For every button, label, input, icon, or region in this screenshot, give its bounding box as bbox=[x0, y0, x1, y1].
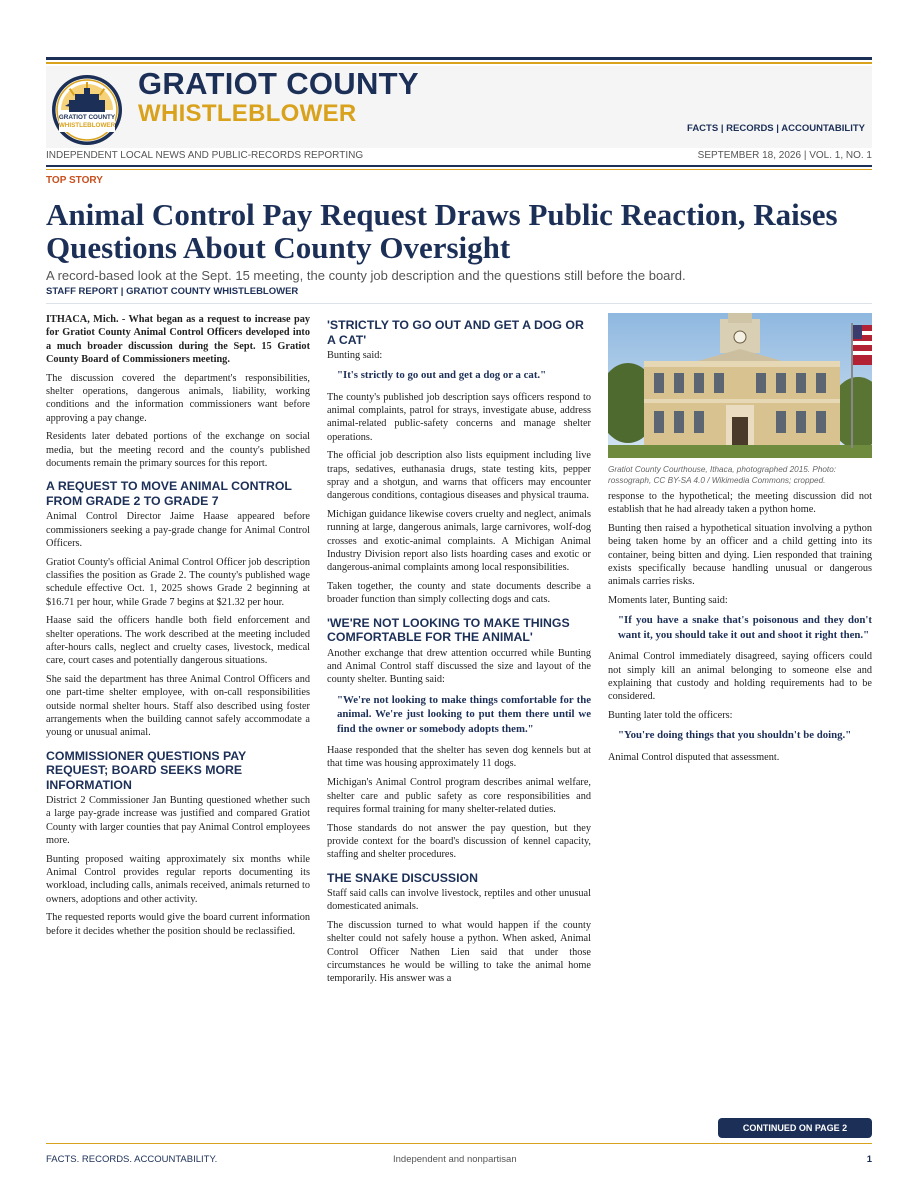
body-paragraph: The county's published job description says officers respond to animal complaints, patrol for strays, investigate abuse, address animal-related public-safety concerns and manage shelter operations. bbox=[327, 391, 591, 443]
body-paragraph: Another exchange that drew attention occurred while Bunting and Animal Control staff discussed the size and layout of the county shelter. Bunting said: bbox=[327, 647, 591, 686]
body-paragraph: Bunting said: bbox=[327, 350, 383, 361]
subline-rule bbox=[46, 165, 872, 167]
footer-slogan: FACTS. RECORDS. ACCOUNTABILITY. bbox=[46, 1154, 218, 1165]
newspaper-logo bbox=[51, 74, 123, 146]
body-paragraph: Gratiot County's official Animal Control Officer job description classifies the position as Grade 2. The county's published wage schedule effective Oct. 1, 2025 shows Grade 2 beginning at $16.71 per hour, while Grade 7 begins at $21.32 per hour. bbox=[46, 556, 310, 608]
nav-separator: | bbox=[776, 123, 779, 134]
pull-quote: "We're not looking to make things comfortable for the animal. We're just looking to put them there until we find the owner or somebody adopts them." bbox=[337, 693, 591, 735]
subline-gold-rule bbox=[46, 169, 872, 170]
masthead-subline bbox=[46, 150, 872, 161]
body-paragraph: Staff said calls can involve livestock, reptiles and other unusual domesticated animals. bbox=[327, 888, 591, 913]
section-heading: A REQUEST TO MOVE ANIMAL CONTROL FROM GRADE 2 TO GRADE 7 bbox=[46, 479, 292, 508]
body-paragraph: Those standards do not answer the pay question, but they provide context for the board's discussion of kennel capacity, staffing and shelter procedures. bbox=[327, 822, 591, 861]
dateline: SEPTEMBER 18, 2026 | VOL. 1, NO. 1 bbox=[697, 150, 872, 161]
footer-rule bbox=[46, 1143, 872, 1144]
masthead bbox=[46, 66, 872, 148]
pull-quote: "It's strictly to go out and get a dog or a cat." bbox=[337, 369, 547, 382]
logo-text-line2: WHISTLEBLOWER bbox=[58, 122, 116, 129]
body-paragraph: Taken together, the county and state documents describe a broader function than simply collecting dogs and cats. bbox=[327, 581, 591, 606]
photo-caption: Gratiot County Courthouse, Ithaca, photographed 2015. Photo: rossograph, CC BY-SA 4.0 / Wikimedia Commons; cropped. bbox=[608, 465, 837, 485]
courthouse-photo bbox=[608, 313, 872, 458]
masthead-gold-rule bbox=[46, 62, 872, 64]
body-paragraph: The requested reports would give the board current information before it decides whether the position should be reclassified. bbox=[46, 912, 310, 937]
nav-facts[interactable]: FACTS bbox=[687, 123, 719, 134]
body-paragraph: Bunting then raised a hypothetical situation involving a python being taken home by an officer and a child getting into its container, being bitten and dying. Lien responded that training exists specifically because handling unusual or dangerous animals carries risks. bbox=[608, 523, 872, 588]
lead-paragraph: ITHACA, Mich. - What began as a request to increase pay for Gratiot County Animal Control Officers developed into a much broader discussion during the Sept. 15 Gratiot County Board of Commissioners meeting. bbox=[46, 314, 310, 365]
body-paragraph: The discussion covered the department's responsibilities, shelter operations, dangerous animals, liability, working conditions and the information commissioners want before approving a pay change. bbox=[46, 372, 310, 424]
body-paragraph: The official job description also lists equipment including live traps, sedatives, euthanasia drugs, state testing kits, pepper spray and a shotgun, and warns that officers may encounter dangerous conditions, contagious diseases and physical trauma. bbox=[327, 450, 591, 502]
section-heading: 'WE'RE NOT LOOKING TO MAKE THINGS COMFORTABLE FOR THE ANIMAL' bbox=[327, 615, 570, 645]
pull-quote: "You're doing things that you shouldn't be doing." bbox=[618, 729, 852, 742]
pull-quote: "If you have a snake that's poisonous and they don't want it, you should take it out and shoot it right then." bbox=[618, 614, 872, 641]
body-paragraph: Bunting later told the officers: bbox=[608, 710, 733, 722]
article-headline: Animal Control Pay Request Draws Public Reaction, Raises Questions About County Oversight bbox=[46, 197, 838, 265]
nav-accountability[interactable]: ACCOUNTABILITY bbox=[781, 123, 865, 134]
nav-separator: | bbox=[720, 123, 724, 134]
body-paragraph: Animal Control disputed that assessment. bbox=[608, 751, 780, 763]
body-paragraph: Haase responded that the shelter has seven dog kennels but at that time was housing approximately 11 dogs. bbox=[327, 745, 591, 770]
body-paragraph: Michigan guidance likewise covers cruelty and neglect, animals running at large, dangerous animals, large carnivores, wolf-dog crosses and exotic-animal complaints. A Michigan Animal Industry Division report also lists hoarding cases and exotic or dangerous-animal complaints among local responsibilities. bbox=[327, 509, 591, 574]
byline-divider bbox=[46, 303, 872, 304]
story-kicker: TOP STORY bbox=[46, 175, 103, 186]
continued-on-page-button[interactable]: CONTINUED ON PAGE 2 bbox=[718, 1118, 872, 1138]
footer-note: Independent and nonpartisan bbox=[393, 1154, 517, 1165]
body-paragraph: response to the hypothetical; the meeting discussion did not establish that he had already taken a python home. bbox=[608, 491, 872, 516]
page-number: 1 bbox=[866, 1154, 872, 1165]
body-paragraph: Michigan's Animal Control program describes animal welfare, shelter care and public safety as core responsibilities and requires formal training for many shelter-related duties. bbox=[327, 777, 591, 815]
masthead-title-line1: GRATIOT COUNTY bbox=[138, 66, 419, 101]
article-column-3 bbox=[608, 313, 872, 770]
article-column-2 bbox=[327, 313, 591, 991]
body-paragraph: District 2 Commissioner Jan Bunting questioned whether such a large pay-grade increase was justified and compared Gratiot County with larger counties that pay Animal Control employees more. bbox=[46, 795, 310, 846]
body-paragraph: Residents later debated portions of the exchange on social media, but the meeting record and the county's published documents remain the primary sources for this report. bbox=[46, 431, 310, 469]
body-paragraph: Animal Control immediately disagreed, saying officers could not simply kill an animal belonging to someone else and explaining that custody and holding requirements had to be considered. bbox=[608, 651, 872, 703]
nav-records[interactable]: RECORDS bbox=[726, 123, 774, 134]
section-heading: THE SNAKE DISCUSSION bbox=[327, 870, 478, 885]
masthead-top-rule bbox=[46, 57, 872, 60]
article-byline: STAFF REPORT | GRATIOT COUNTY WHISTLEBLOWER bbox=[46, 286, 299, 297]
masthead-title-line2: WHISTLEBLOWER bbox=[138, 100, 357, 127]
body-paragraph: The discussion turned to what would happen if the county shelter could not safely house a python. When asked, Animal Control Officer Nathen Lien said that under those circumstances he would be willing to take the animal home temporarily. His answer was a bbox=[327, 920, 591, 985]
body-paragraph: Moments later, Bunting said: bbox=[608, 595, 728, 607]
section-heading: 'STRICTLY TO GO OUT AND GET A DOG OR A CAT' bbox=[327, 318, 584, 347]
tagline: INDEPENDENT LOCAL NEWS AND PUBLIC-RECORDS REPORTING bbox=[46, 150, 364, 161]
article-dek: A record-based look at the Sept. 15 meeting, the county job description and the questions still before the board. bbox=[46, 268, 686, 283]
body-paragraph: Haase said the officers handle both field enforcement and shelter operations. The work described at the meeting included after-hours calls, neglect and cruelty cases, livestock, medical care, court cases and potentially dangerous situations. bbox=[46, 615, 310, 667]
section-heading: COMMISSIONER QUESTIONS PAY REQUEST; BOARD SEEKS MORE INFORMATION bbox=[46, 748, 246, 792]
body-paragraph: Bunting proposed waiting approximately six months while Animal Control provides regular reports documenting its workload, including calls, animals received, animals returned to owners, adoptions and other activity. bbox=[46, 853, 310, 905]
body-paragraph: Animal Control Director Jaime Haase appeared before commissioners seeking a pay-grade change for Animal Control Officers. bbox=[46, 511, 310, 549]
article-column-1 bbox=[46, 313, 310, 943]
masthead-nav bbox=[687, 123, 865, 134]
logo-text-line1: GRATIOT COUNTY bbox=[58, 114, 116, 121]
body-paragraph: She said the department has three Animal Control Officers and one part-time shelter employee, with on-call responsibilities outside normal shelter hours. Staff also described using foster arrangements when the building cannot safely accommodate a young or unusual animal. bbox=[46, 674, 310, 739]
